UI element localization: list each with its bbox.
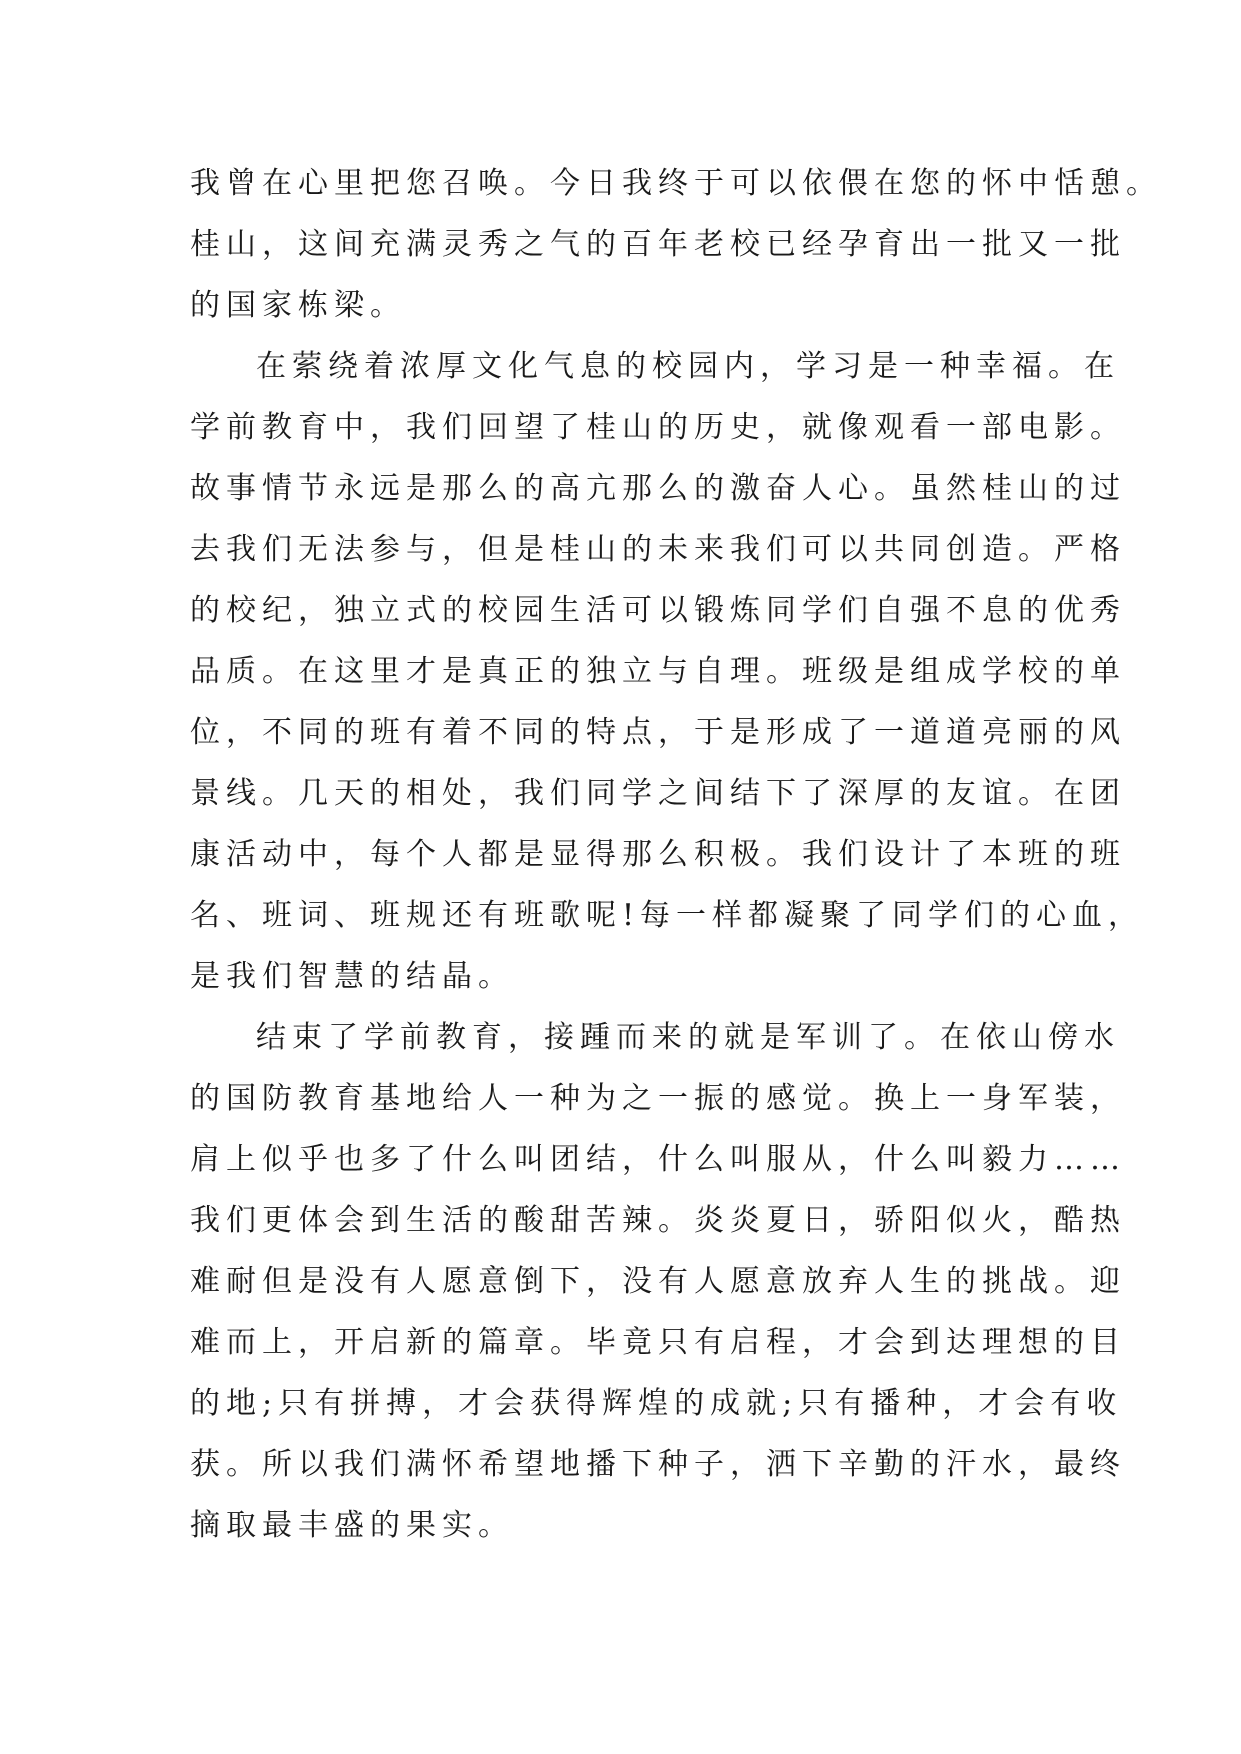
text-line: 结束了学前教育，接踵而来的就是军训了。在依山傍水 (256, 1020, 1120, 1055)
text-line: 获。所以我们满怀希望地播下种子，洒下辛勤的汗水，最终 (190, 1447, 1126, 1482)
document-body (190, 153, 1162, 1556)
text-line: 的国家栋梁。 (190, 288, 406, 323)
paragraph-1 (190, 153, 1162, 336)
text-line: 景线。几天的相处，我们同学之间结下了深厚的友谊。在团 (190, 776, 1126, 811)
paragraph-2 (190, 336, 1145, 1007)
text-line: 去我们无法参与，但是桂山的未来我们可以共同创造。严格 (190, 532, 1126, 567)
text-line: 桂山，这间充满灵秀之气的百年老校已经孕育出一批又一批 (190, 227, 1126, 262)
text-line: 在萦绕着浓厚文化气息的校园内，学习是一种幸福。在 (256, 349, 1120, 384)
text-line: 是我们智慧的结晶。 (190, 959, 514, 994)
text-line: 康活动中，每个人都是显得那么积极。我们设计了本班的班 (190, 837, 1126, 872)
text-line: 我们更体会到生活的酸甜苦辣。炎炎夏日，骄阳似火，酷热 (190, 1203, 1126, 1238)
text-line: 难耐但是没有人愿意倒下，没有人愿意放弃人生的挑战。迎 (190, 1264, 1126, 1299)
text-line: 难而上，开启新的篇章。毕竟只有启程，才会到达理想的目 (190, 1325, 1126, 1360)
text-line: 名、班词、班规还有班歌呢!每一样都凝聚了同学们的心血， (190, 898, 1145, 933)
paragraph-3 (190, 1007, 1126, 1556)
text-line: 故事情节永远是那么的高亢那么的激奋人心。虽然桂山的过 (190, 471, 1126, 506)
text-line: 位，不同的班有着不同的特点，于是形成了一道道亮丽的风 (190, 715, 1126, 750)
text-line: 学前教育中，我们回望了桂山的历史，就像观看一部电影。 (190, 410, 1126, 445)
text-line: 我曾在心里把您召唤。今日我终于可以依偎在您的怀中恬憩。 (190, 166, 1162, 201)
text-line: 摘取最丰盛的果实。 (190, 1508, 514, 1543)
text-line: 的国防教育基地给人一种为之一振的感觉。换上一身军装， (190, 1081, 1126, 1116)
text-line: 的校纪，独立式的校园生活可以锻炼同学们自强不息的优秀 (190, 593, 1126, 628)
text-line: 的地;只有拼搏，才会获得辉煌的成就;只有播种，才会有收 (190, 1386, 1123, 1421)
text-line: 品质。在这里才是真正的独立与自理。班级是组成学校的单 (190, 654, 1126, 689)
text-line: 肩上似乎也多了什么叫团结，什么叫服从，什么叫毅力…… (190, 1142, 1126, 1177)
